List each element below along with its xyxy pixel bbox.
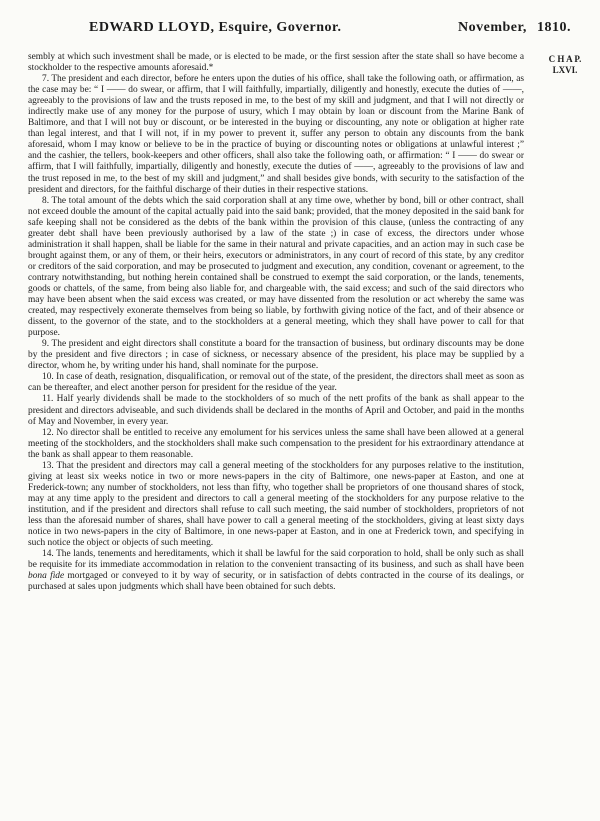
p14-text-after: mortgaged or conveyed to it by way of security, or in satisfaction of debts contracted in the course of its dealings, or purchased at sales upon judgments which shall have been obtained for such debts.	[28, 571, 524, 593]
p14-text-before: 14. The lands, tenements and hereditaments, which it shall be lawful for the said corporation to hold, shall be only such as shall be requisite for its immediate accommodation in relation to the convenient transacting of its business, and such as shall have been	[28, 549, 524, 571]
paragraph-section-7: 7. The president and each director, before he enters upon the duties of his office, shall take the following oath, or affirmation, as the case may be: “ I —— do swear, or affirm, that I will faithfully, impartially, diligently and honestly, execute the duties of ——, agreeably to the provisions of law and the trusts reposed in me, to the best of my skill and judgment, and that I will not directly or indirectly make use of any money for the purpose of usury, which I may obtain by loan or discount from the Marine Bank of Baltimore, and that I will not buy or discount, or be interested in the buying or discounting, any note or obligation at higher rate than legal interest, and that I will not, if in my power to prevent it, suffer any person to obtain any discounts from the bank aforesaid, whom I may know or believe to be in the practice of buying or discounting notes or obligations at unlawful interest ;” and the cashier, the tellers, book-keepers and other officers, shall also take the following oath, or affirmation: “ I —— do swear or affirm, that I will faithfully, impartially, diligently and honestly, execute the duties of ——, agreeably to the provisions of law and the trust reposed in me, to the best of my skill and judgment,” and shall besides give bonds, with security to the satisfaction of the president and directors, for the faithful discharge of their duties in their respective stations.	[28, 74, 524, 195]
paragraph-section-12: 12. No director shall be entitled to receive any emolument for his services unless the same shall have been allowed at a general meeting of the stockholders, and the stockholders shall make such compensation to the president for his extraordinary attendance at the bank as shall appear to them reasonable.	[28, 427, 524, 460]
document-body	[28, 52, 524, 593]
paragraph-section-13: 13. That the president and directors may call a general meeting of the stockholders for any purposes relative to the institution, giving at least six weeks notice in two or more news-papers in the city of Baltimore, one news-paper at Easton, and one at Frederick-town; any number of stockholders, not less than fifty, who together shall be proprietors of one thousand shares of stock, may at any time apply to the president and directors to call a general meeting of the stockholders for any purpose relative to the institution, and if the president and directors shall refuse to call such meeting, the said number of stockholders, proprietors of not less than the aforesaid number of shares, shall have power to call a general meeting of the stockholders, giving at least sixty days notice in two news-papers in the city of Baltimore, in one news-paper at Easton, and in one at Frederick town, and specifying in such notice the object or objects of such meeting.	[28, 460, 524, 549]
header-year: 1810.	[537, 20, 571, 35]
paragraph-section-8: 8. The total amount of the debts which the said corporation shall at any time owe, whether by bond, bill or other contract, shall not exceed double the amount of the capital actually paid into the said bank; provided, that the money deposited in the said bank for safe keeping shall not be considered as the debts of the bank within the provision of this clause, (unless the contracting of any greater debt shall have been previously authorised by a law of the state ;) in case of excess, the directors under whose administration it shall happen, shall be liable for the same in their natural and private capacities, and an action may in such case be brought against them, or any of them, or their heirs, executors or administrators, in any court of record of this state, by any creditor or creditors of the said corporation, and may be prosecuted to judgment and execution, any condition, covenant or agreement, to the contrary notwithstanding, but nothing herein contained shall be construed to exempt the said corporation, or the lands, tenements, goods or chattels, of the same, from being also liable for, and chargeable with, the said excess; and such of the said directors who may have been absent when the said excess was created, or may have dissented from the resolution or act whereby the same was created, may respectively exonerate themselves from being so liable, by forthwith giving notice of the fact, and of their absence or dissent, to the governor of the state, and to the stockholders at a general meeting, which they shall have power to call for that purpose.	[28, 195, 524, 339]
paragraph-section-11: 11. Half yearly dividends shall be made to the stockholders of so much of the nett profits of the bank as shall appear to the president and directors adviseable, and such dividends shall be declared in the months of April and October, and paid in the months of May and November, in every year.	[28, 394, 524, 427]
paragraph-section-10: 10. In case of death, resignation, disqualification, or removal out of the state, of the president, the directors shall meet as soon as can be thereafter, and elect another person for president for the residue of the year.	[28, 372, 524, 394]
margin-chapter-note	[535, 54, 595, 76]
paragraph-continuation: sembly at which such investment shall be made, or is elected to be made, or the first session after the state shall so have become a stockholder to the respective amounts aforesaid.*	[28, 52, 524, 74]
paragraph-section-9: 9. The president and eight directors shall constitute a board for the transaction of business, but ordinary discounts may be done by the president and five directors ; in case of sickness, or necessary absence of the president, his place may be supplied by a director, whom he, by writing under his hand, shall nominate for the purpose.	[28, 339, 524, 372]
p14-italic-bona-fide: bona fide	[28, 571, 65, 582]
header-month: November,	[458, 20, 527, 35]
running-header	[28, 10, 583, 40]
margin-chap-number: LXVI.	[552, 65, 578, 75]
paragraph-section-14	[28, 549, 524, 593]
margin-chap-label: C H A P.	[548, 54, 582, 64]
header-title: EDWARD LLOYD, Esquire, Governor.	[89, 20, 342, 35]
